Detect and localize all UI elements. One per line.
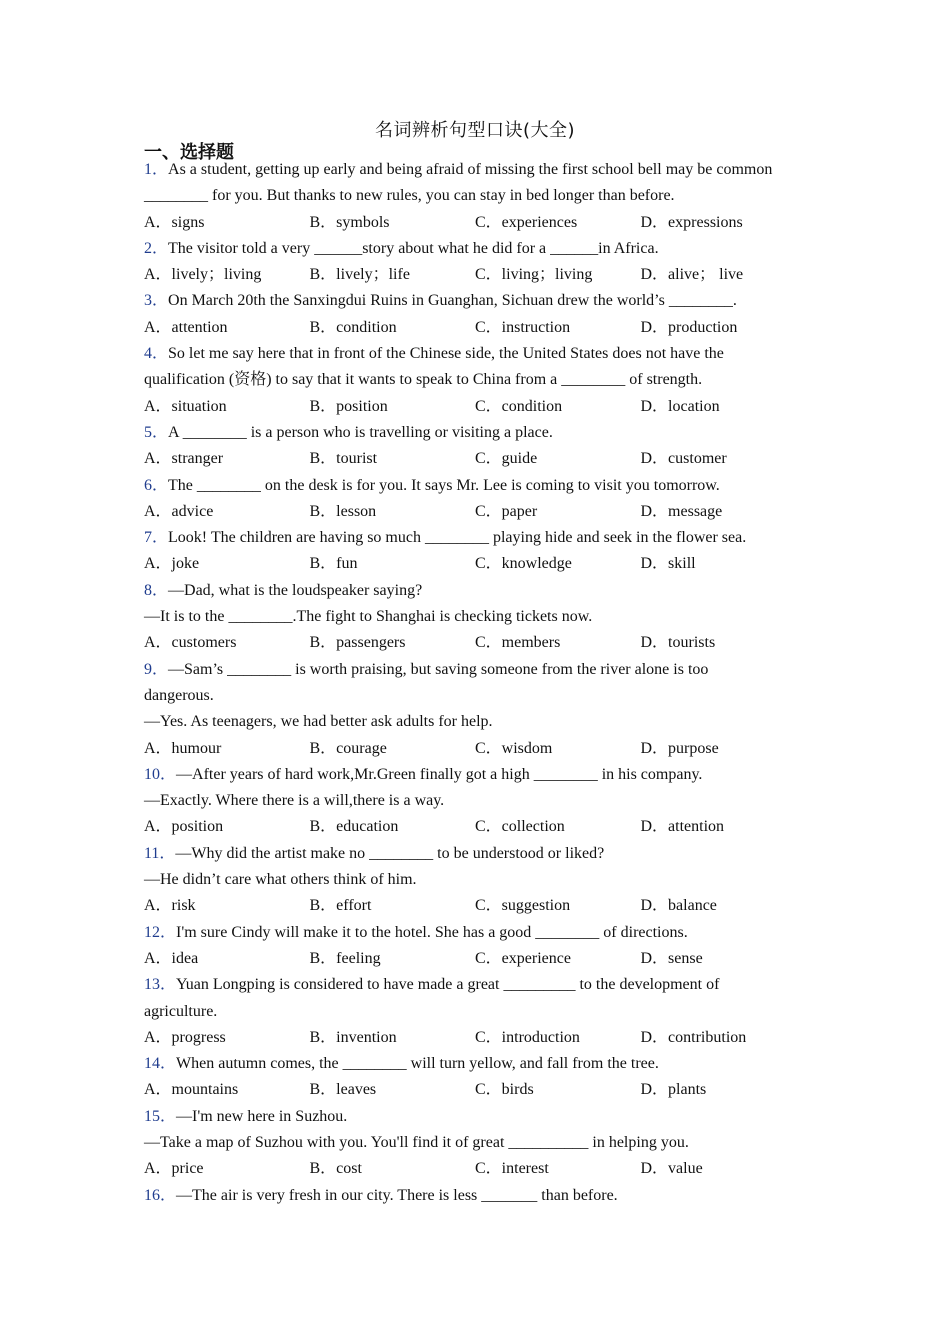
question-text-line	[144, 841, 814, 867]
question-text: —Why did the artist make no ________ to be understood or liked?	[175, 844, 605, 862]
answer-option[interactable]: B．passengers	[309, 634, 406, 652]
answer-option[interactable]: A．price	[144, 1160, 204, 1178]
options-row	[144, 315, 814, 341]
answer-option[interactable]: B．position	[309, 397, 388, 415]
options-row	[144, 446, 814, 472]
question-item	[144, 473, 814, 526]
question-text-line	[144, 972, 814, 998]
answer-option[interactable]: C．experiences	[475, 213, 578, 231]
question-text: —Sam’s ________ is worth praising, but saving someone from the river alone is too	[168, 660, 709, 678]
answer-option[interactable]: D．tourists	[640, 634, 716, 652]
question-item	[144, 578, 814, 657]
answer-option[interactable]: B．lesson	[309, 502, 377, 520]
answer-option[interactable]: D．sense	[640, 949, 703, 967]
question-text-line	[144, 657, 814, 683]
answer-option[interactable]: D．purpose	[640, 739, 719, 757]
options-row	[144, 551, 814, 577]
answer-option[interactable]: C．paper	[475, 502, 538, 520]
answer-option[interactable]: D．location	[640, 397, 720, 415]
answer-option[interactable]: B．fun	[309, 555, 358, 573]
answer-option[interactable]: C．wisdom	[475, 739, 553, 757]
question-text: —After years of hard work,Mr.Green finally got a high ________ in his company.	[176, 765, 703, 783]
question-item	[144, 157, 814, 236]
question-text-line	[144, 420, 814, 446]
question-item	[144, 972, 814, 1051]
answer-option[interactable]: D．production	[640, 318, 738, 336]
answer-option[interactable]: D．value	[640, 1160, 703, 1178]
question-text-line	[144, 473, 814, 499]
question-text: As a student, getting up early and being afraid of missing the first school bell may be common	[168, 161, 773, 178]
answer-option[interactable]: C．condition	[475, 397, 563, 415]
options-row	[144, 1077, 814, 1103]
question-text-line	[144, 157, 814, 183]
question-number: 1．	[144, 161, 169, 178]
answer-option[interactable]: C．suggestion	[475, 897, 571, 915]
answer-option[interactable]: C．members	[475, 634, 561, 652]
answer-option[interactable]: A．situation	[144, 397, 227, 415]
question-text-line	[144, 341, 814, 367]
answer-option[interactable]: C．experience	[475, 949, 571, 967]
answer-option[interactable]: B．cost	[309, 1160, 362, 1178]
question-number: 16．	[144, 1186, 177, 1204]
answer-option[interactable]: A．mountains	[144, 1081, 239, 1099]
question-text: A ________ is a person who is travelling or visiting a place.	[168, 423, 553, 441]
options-row	[144, 210, 814, 236]
answer-option[interactable]: A．stranger	[144, 450, 224, 468]
question-text: When autumn comes, the ________ will turn yellow, and fall from the tree.	[176, 1055, 659, 1073]
answer-option[interactable]: A．attention	[144, 318, 228, 336]
question-item	[144, 288, 814, 341]
options-row	[144, 946, 814, 972]
question-text-line	[144, 999, 814, 1025]
options-row	[144, 1156, 814, 1182]
question-number: 9．	[144, 660, 169, 678]
question-number: 2．	[144, 239, 169, 257]
question-item	[144, 341, 814, 420]
question-number: 13．	[144, 976, 177, 994]
question-text-line	[144, 1051, 814, 1077]
question-text: dangerous.	[144, 686, 214, 704]
question-item	[144, 1051, 814, 1104]
options-row	[144, 630, 814, 656]
answer-option[interactable]: B．courage	[309, 739, 387, 757]
question-text: Look! The children are having so much ________ playing hide and seek in the flower sea.	[168, 529, 747, 547]
question-number: 11．	[144, 844, 176, 862]
answer-option[interactable]: D．customer	[640, 450, 727, 468]
options-row	[144, 814, 814, 840]
question-list	[144, 157, 814, 1209]
question-text-line	[144, 183, 814, 209]
answer-option[interactable]: A．humour	[144, 739, 222, 757]
answer-option[interactable]: B．leaves	[309, 1081, 377, 1099]
question-item	[144, 420, 814, 473]
question-number: 5．	[144, 423, 169, 441]
question-number: 12．	[144, 923, 177, 941]
question-text: On March 20th the Sanxingdui Ruins in Guanghan, Sichuan drew the world’s ________.	[168, 292, 737, 310]
answer-option[interactable]: D．message	[640, 502, 723, 520]
options-row	[144, 1025, 814, 1051]
question-text: —He didn’t care what others think of him.	[144, 871, 417, 889]
question-item	[144, 236, 814, 289]
answer-option[interactable]: D．attention	[640, 818, 725, 836]
question-text-line	[144, 788, 814, 814]
question-item	[144, 841, 814, 920]
answer-option[interactable]: B．education	[309, 818, 399, 836]
question-item	[144, 1104, 814, 1183]
question-text: So let me say here that in front of the Chinese side, the United States does not have the	[168, 345, 724, 363]
question-number: 7．	[144, 529, 169, 547]
question-text: I'm sure Cindy will make it to the hotel. She has a good ________ of directions.	[176, 923, 688, 941]
answer-option[interactable]: B．symbols	[309, 213, 390, 231]
page-title: 名词辨析句型口诀(大全)	[374, 120, 576, 141]
answer-option[interactable]: C．birds	[475, 1081, 534, 1099]
answer-option[interactable]: C．interest	[475, 1160, 549, 1178]
question-text-line	[144, 920, 814, 946]
answer-option[interactable]: A．signs	[144, 213, 205, 231]
question-text-line	[144, 1104, 814, 1130]
question-number: 14．	[144, 1055, 177, 1073]
question-text-line	[144, 236, 814, 262]
options-row	[144, 893, 814, 919]
answer-option[interactable]: B．feeling	[309, 949, 381, 967]
question-text: Yuan Longping is considered to have made a great _________ to the development of	[176, 976, 720, 994]
options-row	[144, 394, 814, 420]
question-item	[144, 657, 814, 762]
question-text: —I'm new here in Suzhou.	[176, 1107, 348, 1125]
question-item	[144, 762, 814, 841]
answer-option[interactable]: B．tourist	[309, 450, 378, 468]
answer-option[interactable]: A．customers	[144, 634, 237, 652]
answer-option[interactable]: A．lively；living	[144, 266, 262, 284]
question-text-line	[144, 709, 814, 735]
options-row	[144, 499, 814, 525]
question-item	[144, 920, 814, 973]
question-text-line	[144, 604, 814, 630]
question-text-line	[144, 1130, 814, 1156]
question-text-line	[144, 683, 814, 709]
answer-option[interactable]: C．knowledge	[475, 555, 572, 573]
question-text-line	[144, 367, 814, 393]
question-text: —Dad, what is the loudspeaker saying?	[168, 581, 423, 599]
answer-option[interactable]: A．idea	[144, 949, 199, 967]
question-number: 15．	[144, 1107, 177, 1125]
answer-option[interactable]: C．guide	[475, 450, 538, 468]
section-heading: 一、选择题	[144, 142, 234, 163]
question-number: 3．	[144, 292, 169, 310]
answer-option[interactable]: C．collection	[475, 818, 565, 836]
question-text-line	[144, 578, 814, 604]
question-text-line	[144, 525, 814, 551]
question-text: ________ for you. But thanks to new rules, you can stay in bed longer than before.	[144, 187, 675, 205]
answer-option[interactable]: A．joke	[144, 555, 200, 573]
answer-option[interactable]: B．condition	[309, 318, 397, 336]
answer-option[interactable]: C．introduction	[475, 1028, 580, 1046]
question-text: qualification (资格) to say that it wants to speak to China from a ________ of strength.	[144, 371, 703, 389]
question-text: agriculture.	[144, 1002, 218, 1020]
answer-option[interactable]: D．expressions	[640, 213, 743, 231]
answer-option[interactable]: D．skill	[640, 555, 696, 573]
question-text: —Take a map of Suzhou with you. You'll find it of great __________ in helping you.	[144, 1133, 689, 1151]
question-text: —It is to the ________.The fight to Shanghai is checking tickets now.	[144, 608, 593, 626]
answer-option[interactable]: A．advice	[144, 502, 214, 520]
question-text: —The air is very fresh in our city. There is less _______ than before.	[176, 1186, 618, 1204]
answer-option[interactable]: C．instruction	[475, 318, 571, 336]
answer-option[interactable]: D．plants	[640, 1081, 707, 1099]
question-text-line	[144, 288, 814, 314]
answer-option[interactable]: B．invention	[309, 1028, 397, 1046]
answer-option[interactable]: A．position	[144, 818, 224, 836]
question-number: 4．	[144, 345, 169, 363]
options-row	[144, 736, 814, 762]
answer-option[interactable]: C．living；living	[475, 266, 593, 284]
question-number: 10．	[144, 765, 177, 783]
answer-option[interactable]: B．effort	[309, 897, 372, 915]
question-text-line	[144, 1183, 814, 1209]
question-number: 6．	[144, 476, 169, 494]
answer-option[interactable]: D．alive； live	[640, 266, 744, 284]
question-text: —Exactly. Where there is a will,there is a way.	[144, 792, 445, 810]
question-item	[144, 525, 814, 578]
question-text-line	[144, 762, 814, 788]
options-row	[144, 262, 814, 288]
question-number: 8．	[144, 581, 169, 599]
answer-option[interactable]: A．risk	[144, 897, 196, 915]
question-text: —Yes. As teenagers, we had better ask adults for help.	[144, 713, 493, 731]
question-text-line	[144, 867, 814, 893]
question-item	[144, 1183, 814, 1209]
question-text: The visitor told a very ______story about what he did for a ______in Africa.	[168, 239, 659, 257]
question-text: The ________ on the desk is for you. It says Mr. Lee is coming to visit you tomorrow.	[168, 476, 720, 494]
answer-option[interactable]: B．lively；life	[309, 266, 410, 284]
answer-option[interactable]: A．progress	[144, 1028, 226, 1046]
answer-option[interactable]: D．balance	[640, 897, 717, 915]
answer-option[interactable]: D．contribution	[640, 1028, 747, 1046]
